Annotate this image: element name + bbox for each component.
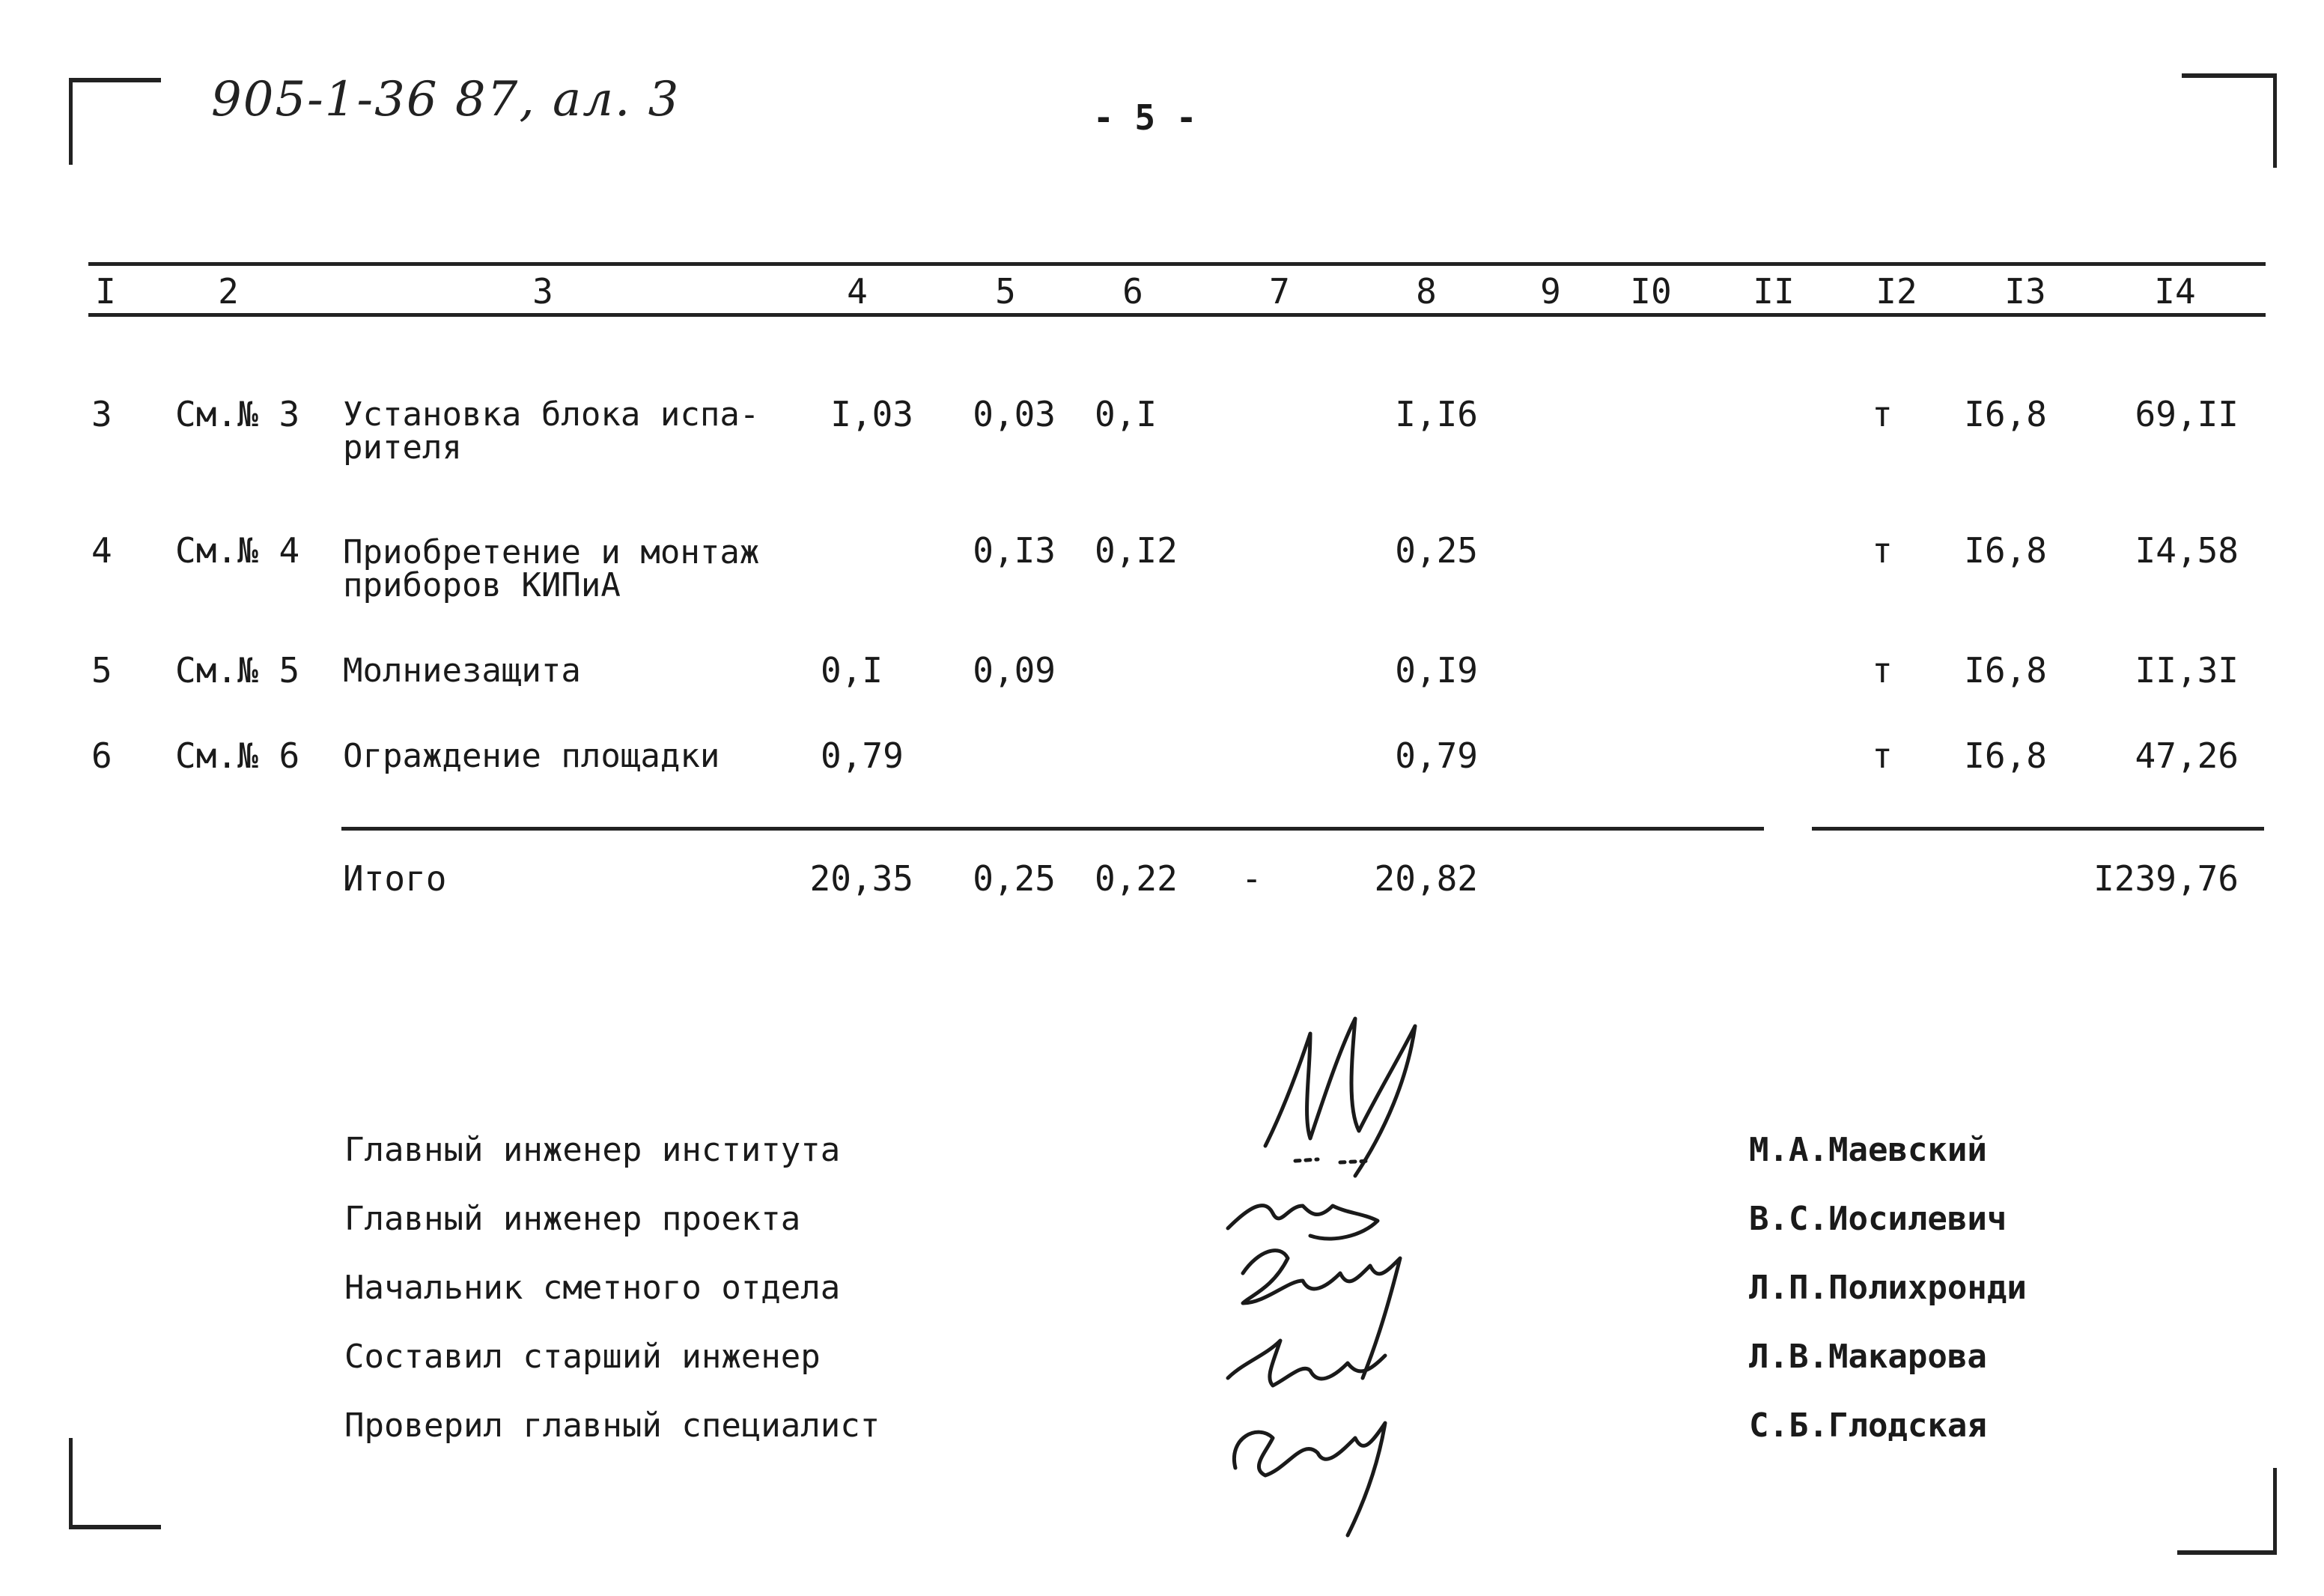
signatory-name: В.С.Иосилевич: [1749, 1200, 2007, 1238]
signatory-name: Л.В.Макарова: [1749, 1338, 1987, 1376]
signature-stroke: [1295, 1159, 1370, 1162]
total-col8: 20,82: [1374, 858, 1478, 899]
signatory-title: Главный инженер института: [344, 1131, 841, 1169]
page-number: - 5 -: [1093, 97, 1197, 138]
column-header: II: [1753, 271, 1795, 312]
cell-col12-unit: т: [1872, 735, 1893, 776]
estimate-ref: См.№ 3: [175, 394, 300, 434]
signatory-title: Начальник сметного отдела: [344, 1269, 841, 1307]
signatory-title: Главный инженер проекта: [344, 1200, 801, 1238]
corner-mark-bottom-left: [69, 1438, 161, 1529]
cell-col13: I6,8: [1964, 394, 2047, 434]
document-code: 905-1-36 87, ал. 3: [211, 72, 681, 127]
cell-col4: I,03: [830, 394, 913, 434]
row-description: Установка блока испа- рителя: [343, 395, 760, 467]
signature-stroke: [1234, 1423, 1385, 1535]
header-bottom-rule: [88, 313, 2266, 317]
cell-col12-unit: т: [1872, 394, 1893, 434]
column-header: I2: [1876, 271, 1917, 312]
column-header: I0: [1630, 271, 1672, 312]
signatory-name: Л.П.Полихронди: [1749, 1269, 2027, 1307]
column-header: I: [95, 271, 116, 312]
cell-col13: I6,8: [1964, 530, 2047, 571]
signature-stroke: [1228, 1206, 1378, 1239]
cell-col5: 0,09: [973, 650, 1056, 691]
column-header: 4: [847, 271, 868, 312]
totals-rule-right: [1812, 827, 2264, 831]
cell-col6: 0,I: [1095, 394, 1158, 434]
corner-mark-bottom-right: [2177, 1468, 2277, 1555]
signatory-name: М.А.Маевский: [1749, 1131, 1987, 1169]
row-number: 4: [91, 530, 112, 571]
corner-mark-top-right: [2182, 73, 2277, 168]
total-col14: I239,76: [2093, 858, 2239, 899]
total-col4: 20,35: [809, 858, 913, 899]
column-header: 7: [1269, 271, 1290, 312]
cell-col14: 47,26: [2135, 735, 2239, 776]
cell-col4: 0,I: [821, 650, 883, 691]
total-col5: 0,25: [973, 858, 1056, 899]
cell-col5: 0,03: [973, 394, 1056, 434]
row-description: Приобретение и монтаж приборов КИПиА: [343, 533, 760, 604]
row-description: Молниезащита: [343, 652, 581, 690]
row-number: 3: [91, 394, 112, 434]
cell-col8: 0,I9: [1395, 650, 1478, 691]
cell-col4: 0,79: [821, 735, 904, 776]
column-header: 2: [218, 271, 239, 312]
cell-col8: 0,25: [1395, 530, 1478, 571]
column-header: I3: [2004, 271, 2046, 312]
totals-rule-left: [341, 827, 1764, 831]
estimate-ref: См.№ 5: [175, 650, 300, 691]
signature-stroke: [1265, 1019, 1415, 1176]
cell-col13: I6,8: [1964, 650, 2047, 691]
estimate-ref: См.№ 4: [175, 530, 300, 571]
total-col6: 0,22: [1095, 858, 1178, 899]
row-number: 5: [91, 650, 112, 691]
signature-stroke: [1243, 1251, 1400, 1378]
corner-mark-top-left: [69, 78, 161, 165]
cell-col14: 69,II: [2135, 394, 2239, 434]
cell-col12-unit: т: [1872, 530, 1893, 571]
column-header: 9: [1540, 271, 1561, 312]
cell-col14: II,3I: [2135, 650, 2239, 691]
column-header: 5: [995, 271, 1016, 312]
column-header: 8: [1416, 271, 1437, 312]
row-description: Ограждение площадки: [343, 737, 720, 775]
estimate-ref: См.№ 6: [175, 735, 300, 776]
cell-col5: 0,I3: [973, 530, 1056, 571]
table-top-rule: [88, 262, 2266, 266]
column-header: 6: [1122, 271, 1143, 312]
column-header: I4: [2154, 271, 2196, 312]
signatory-title: Составил старший инженер: [344, 1338, 821, 1376]
cell-col6: 0,I2: [1095, 530, 1178, 571]
row-number: 6: [91, 735, 112, 776]
handwritten-signatures: [1198, 989, 1512, 1543]
cell-col13: I6,8: [1964, 735, 2047, 776]
signatory-name: С.Б.Глодская: [1749, 1407, 1987, 1445]
cell-col8: I,I6: [1395, 394, 1478, 434]
cell-col14: I4,58: [2135, 530, 2239, 571]
column-header: 3: [532, 271, 553, 312]
signatory-title: Проверил главный специалист: [344, 1407, 880, 1445]
cell-col8: 0,79: [1395, 735, 1478, 776]
total-col7: -: [1241, 858, 1262, 899]
totals-label: Итого: [343, 858, 447, 899]
cell-col12-unit: т: [1872, 650, 1893, 691]
